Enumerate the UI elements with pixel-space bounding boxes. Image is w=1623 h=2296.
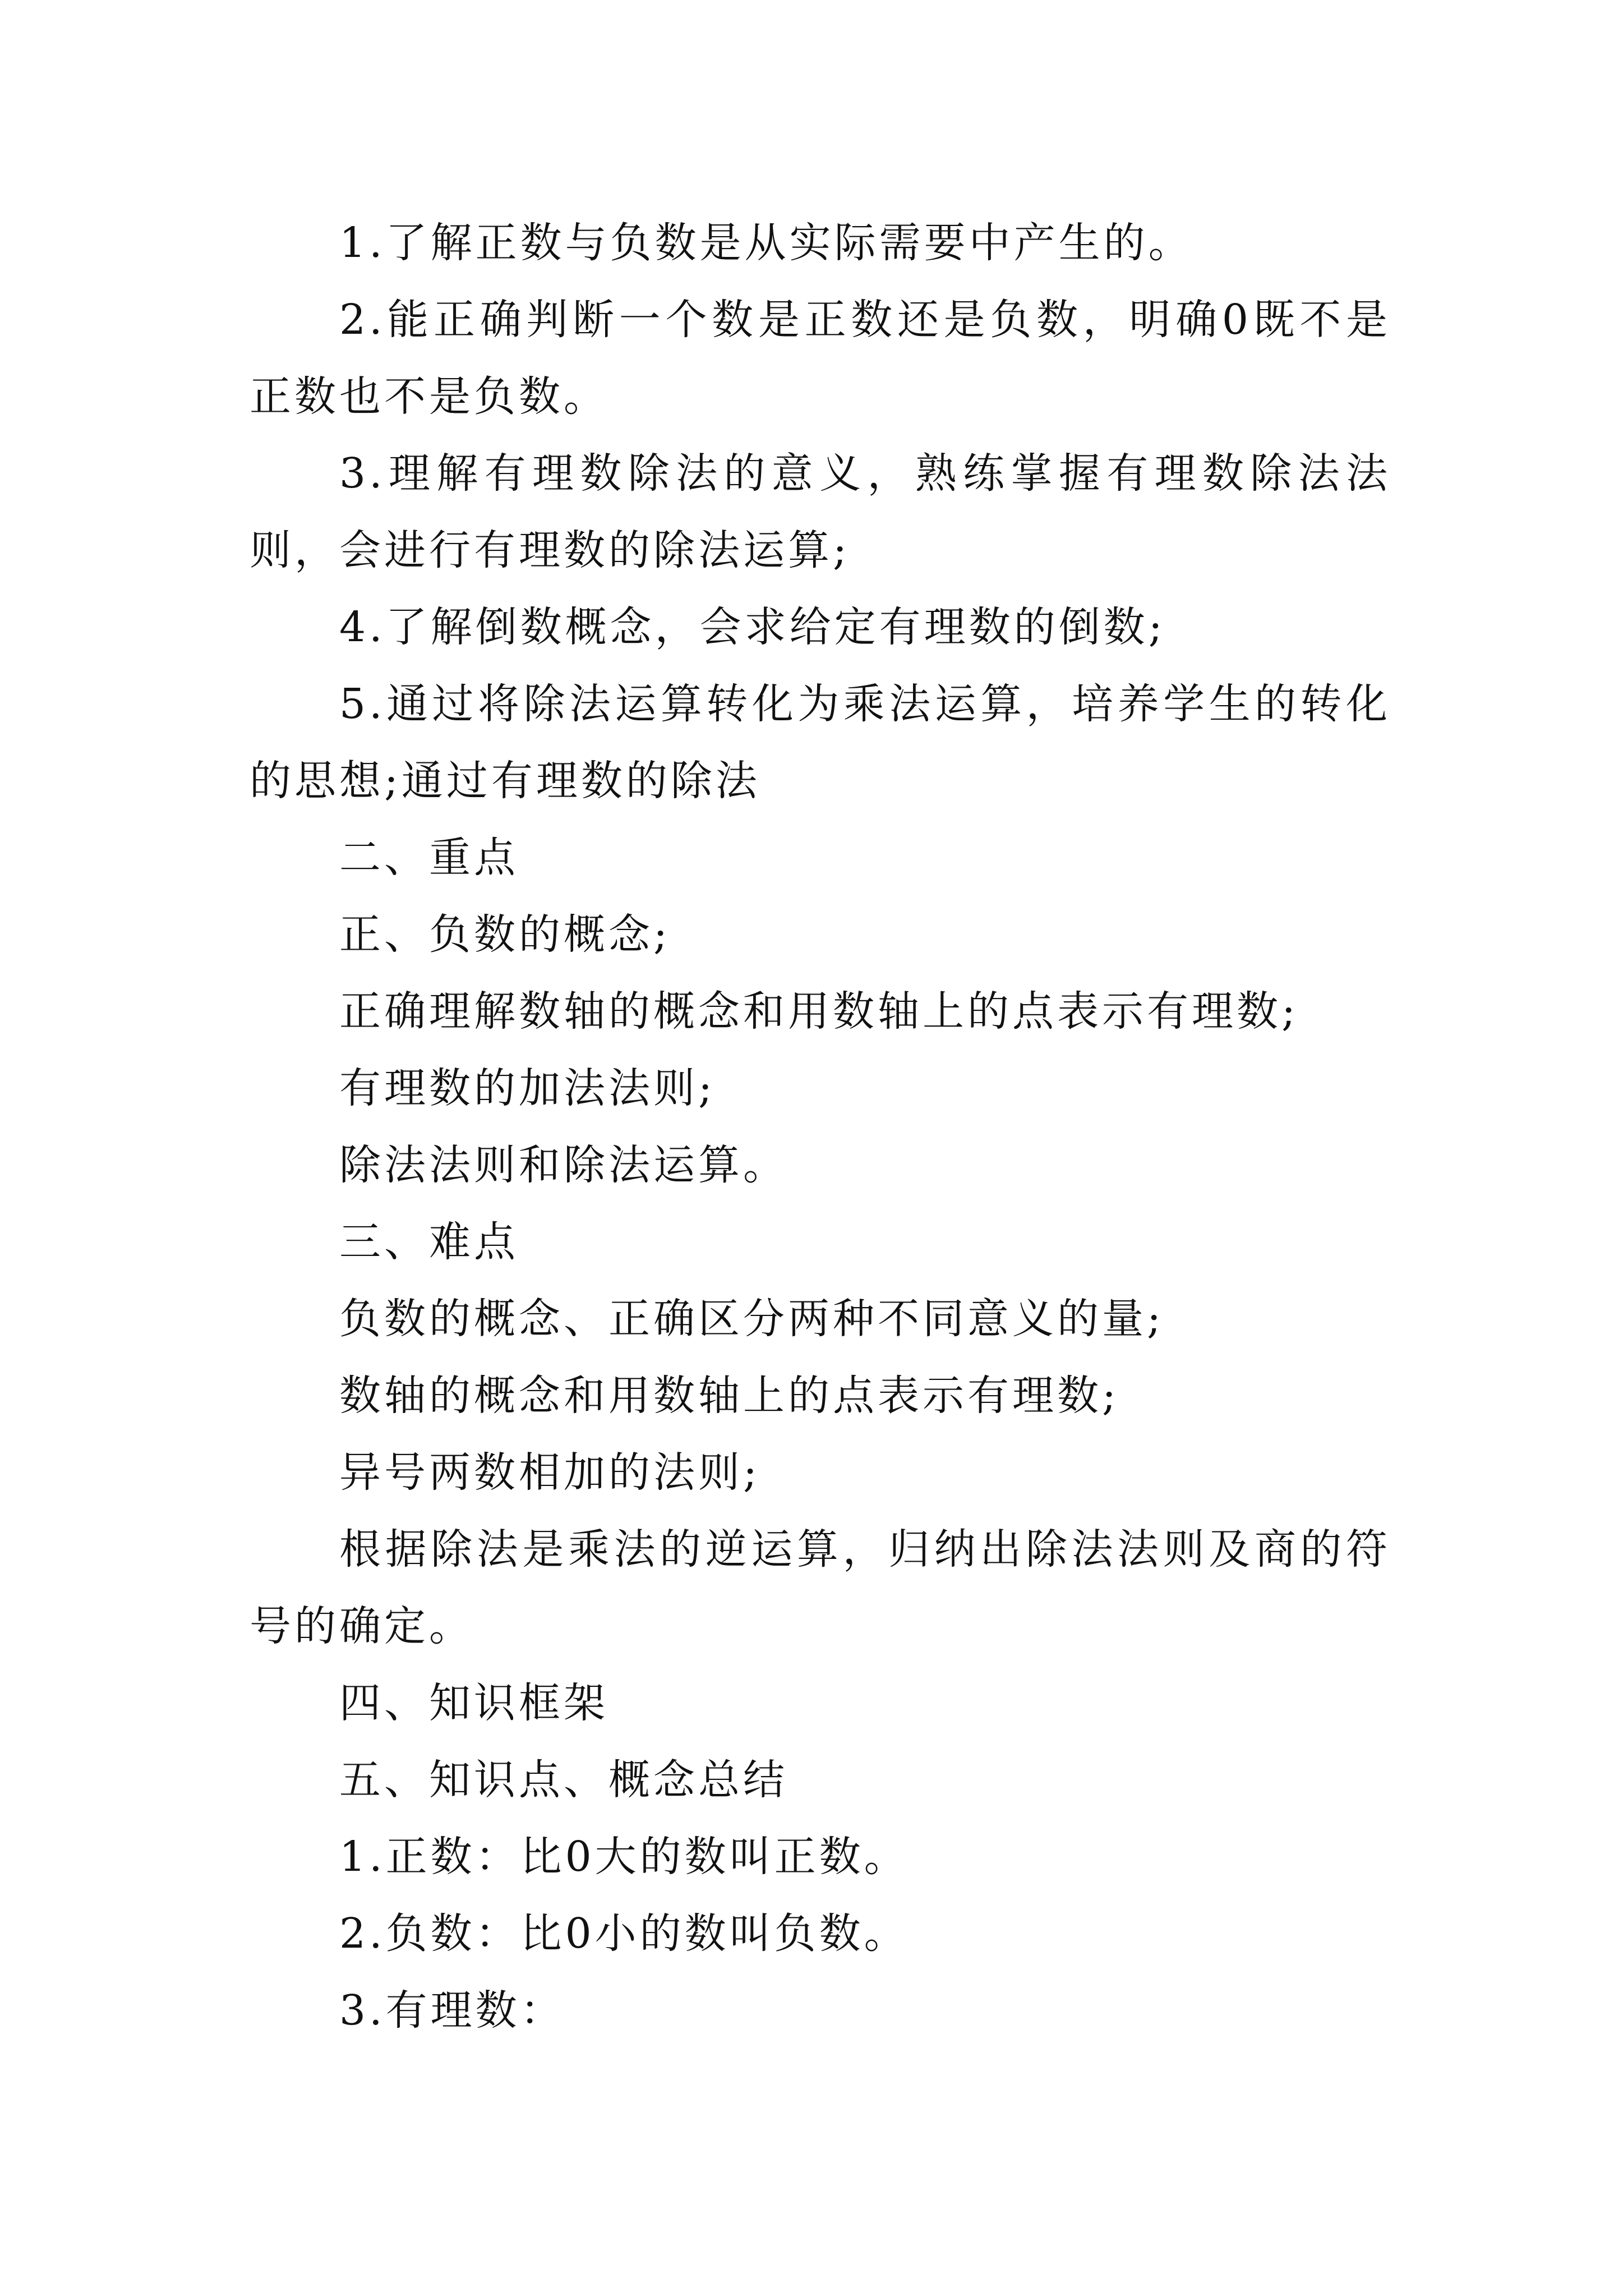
heading-difficulties: 三、难点	[339, 1218, 519, 1266]
heading-knowledge-framework: 四、知识框架	[339, 1679, 608, 1727]
paragraph-key-point-1: 正、负数的概念;	[339, 910, 671, 959]
paragraph-difficulty-4: 根据除法是乘法的逆运算，归纳出除法法则及商的符号的确定。	[250, 1525, 1391, 1650]
paragraph-definition-rational: 3.有理数：	[339, 1986, 565, 2035]
paragraph-objective-2: 2.能正确判断一个数是正数还是负数，明确0既不是正数也不是负数。	[250, 296, 1391, 421]
paragraph-key-point-3: 有理数的加法法则;	[339, 1064, 716, 1112]
document-body	[250, 205, 1391, 2049]
paragraph-objective-5: 5.通过将除法运算转化为乘法运算，培养学生的转化的思想;通过有理数的除法	[250, 680, 1391, 805]
heading-concept-summary: 五、知识点、概念总结	[339, 1756, 788, 1804]
paragraph-difficulty-3: 异号两数相加的法则;	[339, 1448, 760, 1497]
paragraph-key-point-4: 除法法则和除法运算。	[339, 1141, 788, 1189]
paragraph-difficulty-1: 负数的概念、正确区分两种不同意义的量;	[339, 1295, 1164, 1343]
paragraph-objective-3: 3.理解有理数除法的意义，熟练掌握有理数除法法则，会进行有理数的除法运算;	[250, 449, 1391, 574]
paragraph-definition-positive: 1.正数：比0大的数叫正数。	[339, 1833, 909, 1881]
paragraph-objective-4: 4.了解倒数概念，会求给定有理数的倒数;	[339, 603, 1166, 651]
paragraph-difficulty-2: 数轴的概念和用数轴上的点表示有理数;	[339, 1372, 1119, 1420]
heading-key-points: 二、重点	[339, 834, 519, 882]
paragraph-objective-1: 1.了解正数与负数是从实际需要中产生的。	[339, 219, 1193, 267]
paragraph-definition-negative: 2.负数：比0小的数叫负数。	[339, 1910, 909, 1958]
paragraph-key-point-2: 正确理解数轴的概念和用数轴上的点表示有理数;	[339, 987, 1299, 1036]
